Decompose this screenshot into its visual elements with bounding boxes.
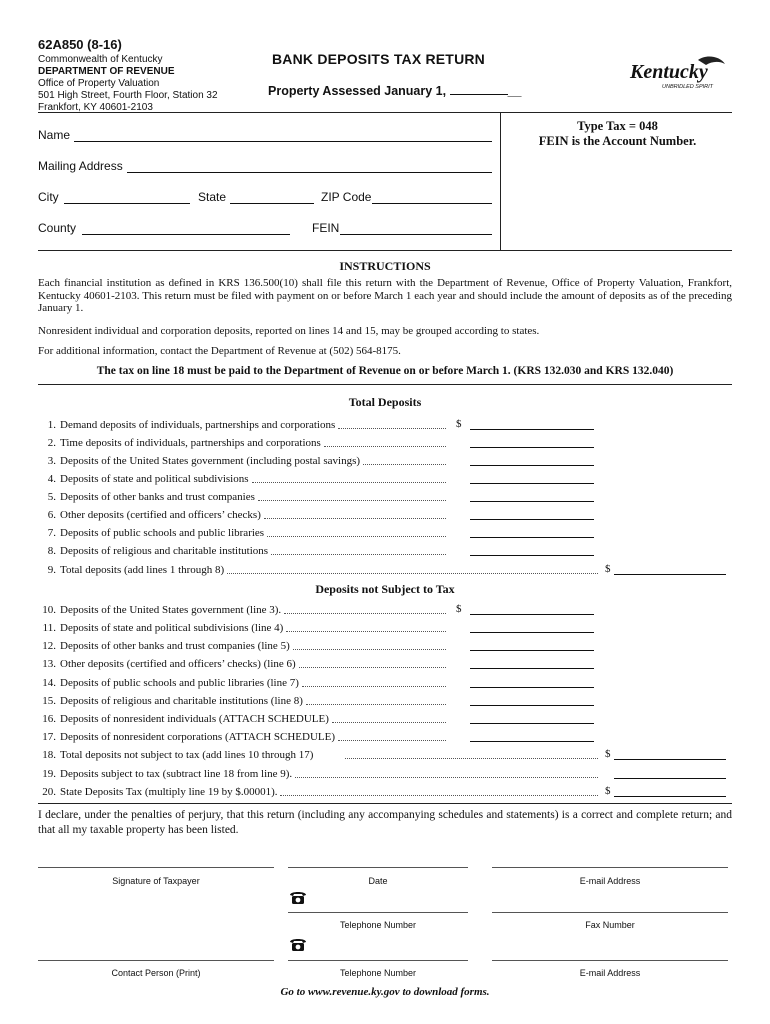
- deposit-line: [38, 418, 335, 432]
- agency-line: Office of Property Valuation: [38, 78, 160, 89]
- line-13-amount-field[interactable]: [470, 668, 594, 669]
- dollar-sign: $: [605, 748, 611, 760]
- line-7-amount-field[interactable]: [470, 537, 594, 538]
- deposit-line: [38, 508, 261, 522]
- line-description: Demand deposits of individuals, partnerships and corporations: [60, 419, 336, 431]
- agency-line: Commonwealth of Kentucky: [38, 54, 163, 65]
- contact-telephone-field[interactable]: [288, 960, 468, 961]
- deposit-line: [38, 621, 283, 635]
- line-number: 18.: [42, 749, 56, 761]
- dot-leader: [280, 795, 598, 796]
- line-description: Deposits of other banks and trust companies (line 5): [60, 640, 290, 652]
- dollar-sign: $: [456, 418, 462, 430]
- line-18-amount-field[interactable]: [614, 759, 726, 760]
- line-number: 17.: [42, 731, 56, 743]
- contact-telephone-label: Telephone Number: [339, 968, 417, 978]
- deposit-line: [38, 454, 360, 468]
- info-divider: [38, 250, 732, 251]
- deposit-line: [38, 657, 296, 671]
- line-description: Deposits of religious and charitable institutions: [60, 545, 269, 557]
- instructions-paragraph: Each financial institution as defined in KRS 136.500(10) shall file this return with the Department of Revenue, Office of Property Valuation, Frankfort, Kentucky 40601-2103. This return must be filed with payment on or before March 1 each year and should include the amount of deposits as of the preceding January 1.: [38, 277, 732, 314]
- instructions-paragraph: Nonresident individual and corporation deposits, reported on lines 14 and 15, may be grouped according to states.: [38, 325, 540, 337]
- contact-email-label: E-mail Address: [579, 968, 641, 978]
- line-number: 15.: [42, 695, 56, 707]
- perjury-declaration: I declare, under the penalties of perjury, that this return (including any accompanying schedules and statements) is a correct and complete return; and that all my taxable property has been listed.: [38, 809, 732, 836]
- line-description: Other deposits (certified and officers’ checks) (line 6): [60, 658, 296, 670]
- line-14-amount-field[interactable]: [470, 687, 594, 688]
- line-16-amount-field[interactable]: [470, 723, 594, 724]
- line-15-amount-field[interactable]: [470, 705, 594, 706]
- dot-leader: [332, 722, 446, 723]
- info-divider-vertical: [500, 112, 501, 250]
- county-field[interactable]: [82, 234, 290, 235]
- line-description: Deposits of nonresident individuals (ATTACH SCHEDULE): [60, 713, 329, 725]
- deposit-line: [38, 639, 290, 653]
- dot-leader: [363, 464, 446, 465]
- contact-email-field[interactable]: [492, 960, 728, 961]
- dot-leader: [286, 631, 446, 632]
- fein-label: FEIN: [312, 221, 340, 235]
- instructions-title: INSTRUCTIONS: [339, 259, 431, 273]
- dot-leader: [252, 482, 446, 483]
- agency-line: DEPARTMENT OF REVENUE: [38, 66, 175, 77]
- deposit-line: [38, 730, 335, 744]
- deposit-line: [38, 767, 292, 781]
- line-description: Total deposits (add lines 1 through 8): [60, 564, 225, 576]
- dot-leader: [284, 613, 446, 614]
- line-description: Deposits of the United States government (including postal savings): [60, 455, 361, 467]
- form-number: 62A850 (8-16): [38, 37, 122, 52]
- line-1-amount-field[interactable]: [470, 429, 594, 430]
- dot-leader: [293, 649, 446, 650]
- contact-person-field[interactable]: [38, 960, 274, 961]
- line-6-amount-field[interactable]: [470, 519, 594, 520]
- dot-leader: [267, 536, 446, 537]
- line-number: 20.: [42, 786, 56, 798]
- kentucky-logo: [628, 52, 728, 94]
- line-number: 11.: [42, 622, 56, 634]
- state-label: State: [198, 190, 227, 204]
- line-number: 6.: [47, 509, 56, 521]
- dollar-sign: $: [605, 563, 611, 575]
- dot-leader: [306, 704, 446, 705]
- dot-leader: [345, 758, 598, 759]
- line-number: 1.: [47, 419, 56, 431]
- telephone-field[interactable]: [288, 912, 468, 913]
- deposit-line: [38, 785, 277, 799]
- dot-leader: [271, 554, 446, 555]
- header-divider: [38, 112, 732, 113]
- line-description: Deposits of state and political subdivisions: [60, 473, 249, 485]
- payment-deadline-notice: The tax on line 18 must be paid to the Department of Revenue on or before March 1. (KRS 132.030 and KRS 132.040): [96, 365, 674, 377]
- deposit-line: [38, 472, 249, 486]
- line-description: Deposits subject to tax (subtract line 18 from line 9).: [60, 768, 293, 780]
- dot-leader: [227, 573, 598, 574]
- line-number: 7.: [47, 527, 56, 539]
- deposit-line: [38, 694, 303, 708]
- lines-divider: [38, 803, 732, 804]
- dot-leader: [258, 500, 446, 501]
- assessed-label: Property Assessed January 1,: [268, 84, 450, 98]
- line-8-amount-field[interactable]: [470, 555, 594, 556]
- assessed-year-blank[interactable]: [450, 84, 508, 95]
- line-number: 9.: [47, 564, 56, 576]
- line-description: Time deposits of individuals, partnerships and corporations: [60, 437, 321, 449]
- form-title: BANK DEPOSITS TAX RETURN: [272, 51, 485, 67]
- city-field[interactable]: [64, 203, 190, 204]
- line-number: 5.: [47, 491, 56, 503]
- zip-code-label: ZIP Code: [321, 190, 372, 204]
- line-number: 4.: [47, 473, 56, 485]
- line-description: Deposits of religious and charitable institutions (line 8): [60, 695, 303, 707]
- email-field[interactable]: [492, 867, 728, 868]
- line-description: Deposits of state and political subdivisions (line 4): [60, 622, 284, 634]
- line-17-amount-field[interactable]: [470, 741, 594, 742]
- deposit-line: [38, 544, 268, 558]
- not-subject-title: Deposits not Subject to Tax: [315, 582, 455, 596]
- line-12-amount-field[interactable]: [470, 650, 594, 651]
- deposit-line: [38, 748, 313, 762]
- line-3-amount-field[interactable]: [470, 465, 594, 466]
- line-9-amount-field[interactable]: [614, 574, 726, 575]
- line-19-amount-field[interactable]: [614, 778, 726, 779]
- fein-account-note: FEIN is the Account Number.: [538, 134, 697, 148]
- line-2-amount-field[interactable]: [470, 447, 594, 448]
- deposit-line: [38, 563, 224, 577]
- deposit-line: [38, 676, 299, 690]
- dot-leader: [338, 740, 446, 741]
- line-description: Other deposits (certified and officers’ checks): [60, 509, 261, 521]
- line-number: 8.: [47, 545, 56, 557]
- instructions-divider: [38, 384, 732, 385]
- signature-field[interactable]: [38, 867, 274, 868]
- fax-field[interactable]: [492, 912, 728, 913]
- line-number: 14.: [42, 677, 56, 689]
- signature-label: Signature of Taxpayer: [112, 876, 200, 886]
- agency-line: Frankfort, KY 40601-2103: [38, 102, 153, 113]
- date-field[interactable]: [288, 867, 468, 868]
- logo-tagline: UNBRIDLED SPIRIT: [662, 84, 714, 90]
- line-20-amount-field[interactable]: [614, 796, 726, 797]
- telephone-icon: [288, 889, 308, 905]
- telephone-icon: [288, 936, 308, 952]
- line-description: Deposits of public schools and public libraries: [60, 527, 265, 539]
- dot-leader: [295, 777, 598, 778]
- dollar-sign: $: [605, 785, 611, 797]
- line-4-amount-field[interactable]: [470, 483, 594, 484]
- assessed-suffix: __: [507, 84, 522, 98]
- line-description: Deposits of the United States government (line 3).: [60, 604, 282, 616]
- line-number: 13.: [42, 658, 56, 670]
- city-label: City: [38, 190, 59, 204]
- dollar-sign: $: [456, 603, 462, 615]
- line-description: Deposits of other banks and trust companies: [60, 491, 255, 503]
- deposit-line: [38, 712, 329, 726]
- fein-field[interactable]: [340, 234, 492, 235]
- line-number: 3.: [47, 455, 56, 467]
- email-label: E-mail Address: [579, 876, 641, 886]
- instructions-paragraph: For additional information, contact the Department of Revenue at (502) 564-8175.: [38, 345, 401, 357]
- line-number: 16.: [42, 713, 56, 725]
- agency-address: [38, 54, 218, 114]
- line-11-amount-field[interactable]: [470, 632, 594, 633]
- dot-leader: [302, 686, 446, 687]
- property-assessed-date: [268, 84, 521, 98]
- line-description: State Deposits Tax (multiply line 19 by $.00001).: [60, 786, 278, 798]
- county-label: County: [38, 221, 77, 235]
- mailing-address-label: Mailing Address: [38, 159, 123, 173]
- deposit-line: [38, 490, 255, 504]
- fax-label: Fax Number: [585, 920, 635, 930]
- telephone-label: Telephone Number: [339, 920, 417, 930]
- type-tax: Type Tax = 048: [577, 119, 658, 133]
- logo-wordmark: Kentucky: [630, 61, 708, 83]
- total-deposits-title: Total Deposits: [348, 395, 422, 409]
- state-field[interactable]: [230, 203, 314, 204]
- dot-leader: [264, 518, 446, 519]
- line-number: 10.: [42, 604, 56, 616]
- line-5-amount-field[interactable]: [470, 501, 594, 502]
- line-number: 19.: [42, 768, 56, 780]
- line-description: Total deposits not subject to tax (add lines 10 through 17): [60, 749, 314, 761]
- agency-line: 501 High Street, Fourth Floor, Station 32: [38, 90, 218, 101]
- line-number: 2.: [47, 437, 56, 449]
- dot-leader: [324, 446, 446, 447]
- contact-person-label: Contact Person (Print): [111, 968, 201, 978]
- name-field[interactable]: [74, 141, 492, 142]
- dot-leader: [338, 428, 446, 429]
- name-label: Name: [38, 128, 71, 142]
- date-label: Date: [368, 876, 388, 886]
- line-number: 12.: [42, 640, 56, 652]
- deposit-line: [38, 603, 281, 617]
- footer-download-note: Go to www.revenue.ky.gov to download forms.: [280, 986, 490, 998]
- dot-leader: [299, 667, 446, 668]
- line-description: Deposits of public schools and public libraries (line 7): [60, 677, 299, 689]
- type-tax-note: [505, 119, 730, 149]
- line-description: Deposits of nonresident corporations (ATTACH SCHEDULE): [60, 731, 335, 743]
- mailing-address-field[interactable]: [127, 172, 492, 173]
- line-10-amount-field[interactable]: [470, 614, 594, 615]
- zip-code-field[interactable]: [372, 203, 492, 204]
- deposit-line: [38, 436, 321, 450]
- deposit-line: [38, 526, 264, 540]
